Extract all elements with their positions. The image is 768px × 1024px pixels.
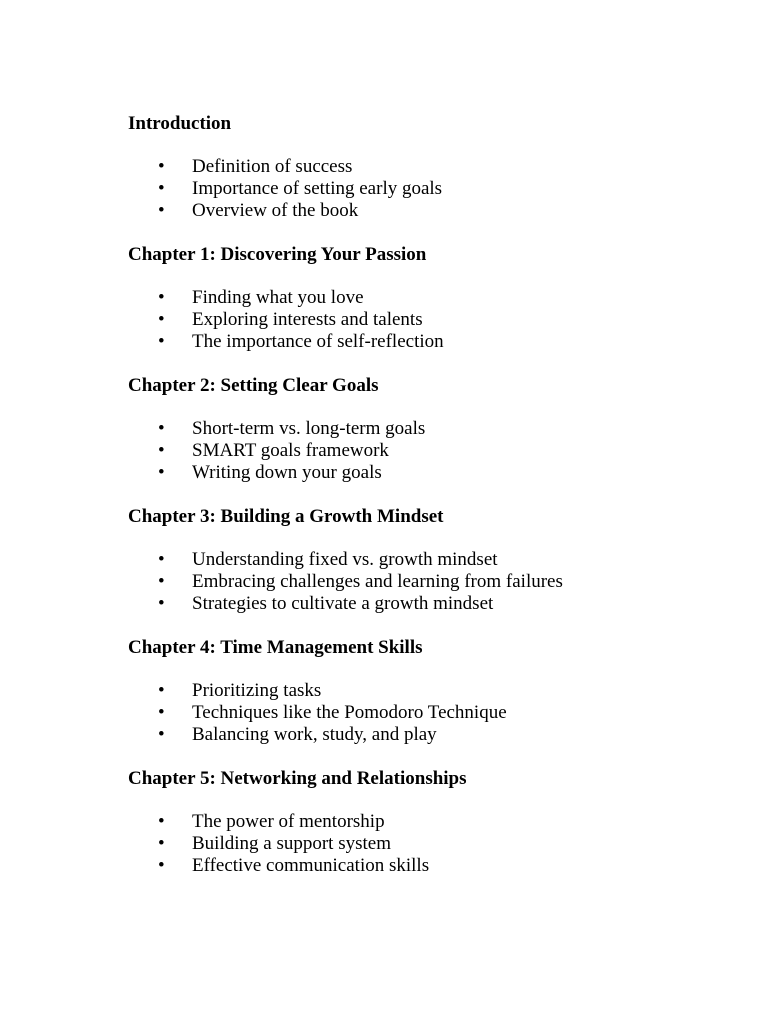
list-item bbox=[128, 462, 748, 484]
section-chapter-1 bbox=[128, 243, 748, 353]
bullet-icon: • bbox=[158, 178, 165, 199]
bullet-icon: • bbox=[158, 156, 165, 177]
bullet-list bbox=[128, 811, 748, 877]
bullet-icon: • bbox=[158, 200, 165, 221]
bullet-list bbox=[128, 549, 748, 615]
document-page bbox=[128, 112, 748, 877]
list-item bbox=[128, 593, 748, 615]
section-chapter-4 bbox=[128, 636, 748, 746]
list-item-text: The power of mentorship bbox=[192, 811, 385, 832]
list-item-text: Techniques like the Pomodoro Technique bbox=[192, 702, 507, 723]
list-item bbox=[128, 549, 748, 571]
bullet-list bbox=[128, 418, 748, 484]
bullet-icon: • bbox=[158, 855, 165, 876]
section-heading: Chapter 3: Building a Growth Mindset bbox=[128, 506, 444, 527]
list-item bbox=[128, 200, 748, 222]
section-chapter-3 bbox=[128, 505, 748, 615]
list-item bbox=[128, 309, 748, 331]
list-item bbox=[128, 287, 748, 309]
list-item-text: Building a support system bbox=[192, 833, 391, 854]
bullet-icon: • bbox=[158, 702, 165, 723]
list-item bbox=[128, 418, 748, 440]
list-item bbox=[128, 811, 748, 833]
bullet-icon: • bbox=[158, 833, 165, 854]
section-heading: Introduction bbox=[128, 113, 232, 134]
bullet-list bbox=[128, 156, 748, 222]
bullet-icon: • bbox=[158, 462, 165, 483]
list-item-text: SMART goals framework bbox=[192, 440, 389, 461]
bullet-icon: • bbox=[158, 724, 165, 745]
list-item-text: Overview of the book bbox=[192, 200, 359, 221]
list-item-text: Strategies to cultivate a growth mindset bbox=[192, 593, 494, 614]
section-chapter-2 bbox=[128, 374, 748, 484]
list-item bbox=[128, 855, 748, 877]
list-item bbox=[128, 571, 748, 593]
list-item bbox=[128, 702, 748, 724]
list-item bbox=[128, 440, 748, 462]
bullet-icon: • bbox=[158, 418, 165, 439]
section-introduction bbox=[128, 112, 748, 222]
bullet-icon: • bbox=[158, 331, 165, 352]
list-item-text: Definition of success bbox=[192, 156, 353, 177]
bullet-icon: • bbox=[158, 440, 165, 461]
section-heading: Chapter 2: Setting Clear Goals bbox=[128, 375, 379, 396]
list-item bbox=[128, 833, 748, 855]
bullet-icon: • bbox=[158, 571, 165, 592]
list-item-text: Effective communication skills bbox=[192, 855, 430, 876]
bullet-icon: • bbox=[158, 811, 165, 832]
list-item-text: Short-term vs. long-term goals bbox=[192, 418, 426, 439]
list-item bbox=[128, 680, 748, 702]
bullet-icon: • bbox=[158, 309, 165, 330]
list-item-text: The importance of self-reflection bbox=[192, 331, 444, 352]
list-item-text: Finding what you love bbox=[192, 287, 364, 308]
bullet-icon: • bbox=[158, 287, 165, 308]
list-item-text: Prioritizing tasks bbox=[192, 680, 322, 701]
list-item-text: Writing down your goals bbox=[192, 462, 382, 483]
section-chapter-5 bbox=[128, 767, 748, 877]
bullet-list bbox=[128, 680, 748, 746]
list-item bbox=[128, 724, 748, 746]
section-heading: Chapter 4: Time Management Skills bbox=[128, 637, 423, 658]
list-item bbox=[128, 331, 748, 353]
list-item-text: Understanding fixed vs. growth mindset bbox=[192, 549, 498, 570]
bullet-icon: • bbox=[158, 549, 165, 570]
list-item bbox=[128, 178, 748, 200]
list-item bbox=[128, 156, 748, 178]
bullet-icon: • bbox=[158, 593, 165, 614]
list-item-text: Exploring interests and talents bbox=[192, 309, 423, 330]
list-item-text: Embracing challenges and learning from failures bbox=[192, 571, 563, 592]
section-heading: Chapter 1: Discovering Your Passion bbox=[128, 244, 427, 265]
section-heading: Chapter 5: Networking and Relationships bbox=[128, 768, 467, 789]
bullet-list bbox=[128, 287, 748, 353]
list-item-text: Importance of setting early goals bbox=[192, 178, 443, 199]
bullet-icon: • bbox=[158, 680, 165, 701]
list-item-text: Balancing work, study, and play bbox=[192, 724, 437, 745]
